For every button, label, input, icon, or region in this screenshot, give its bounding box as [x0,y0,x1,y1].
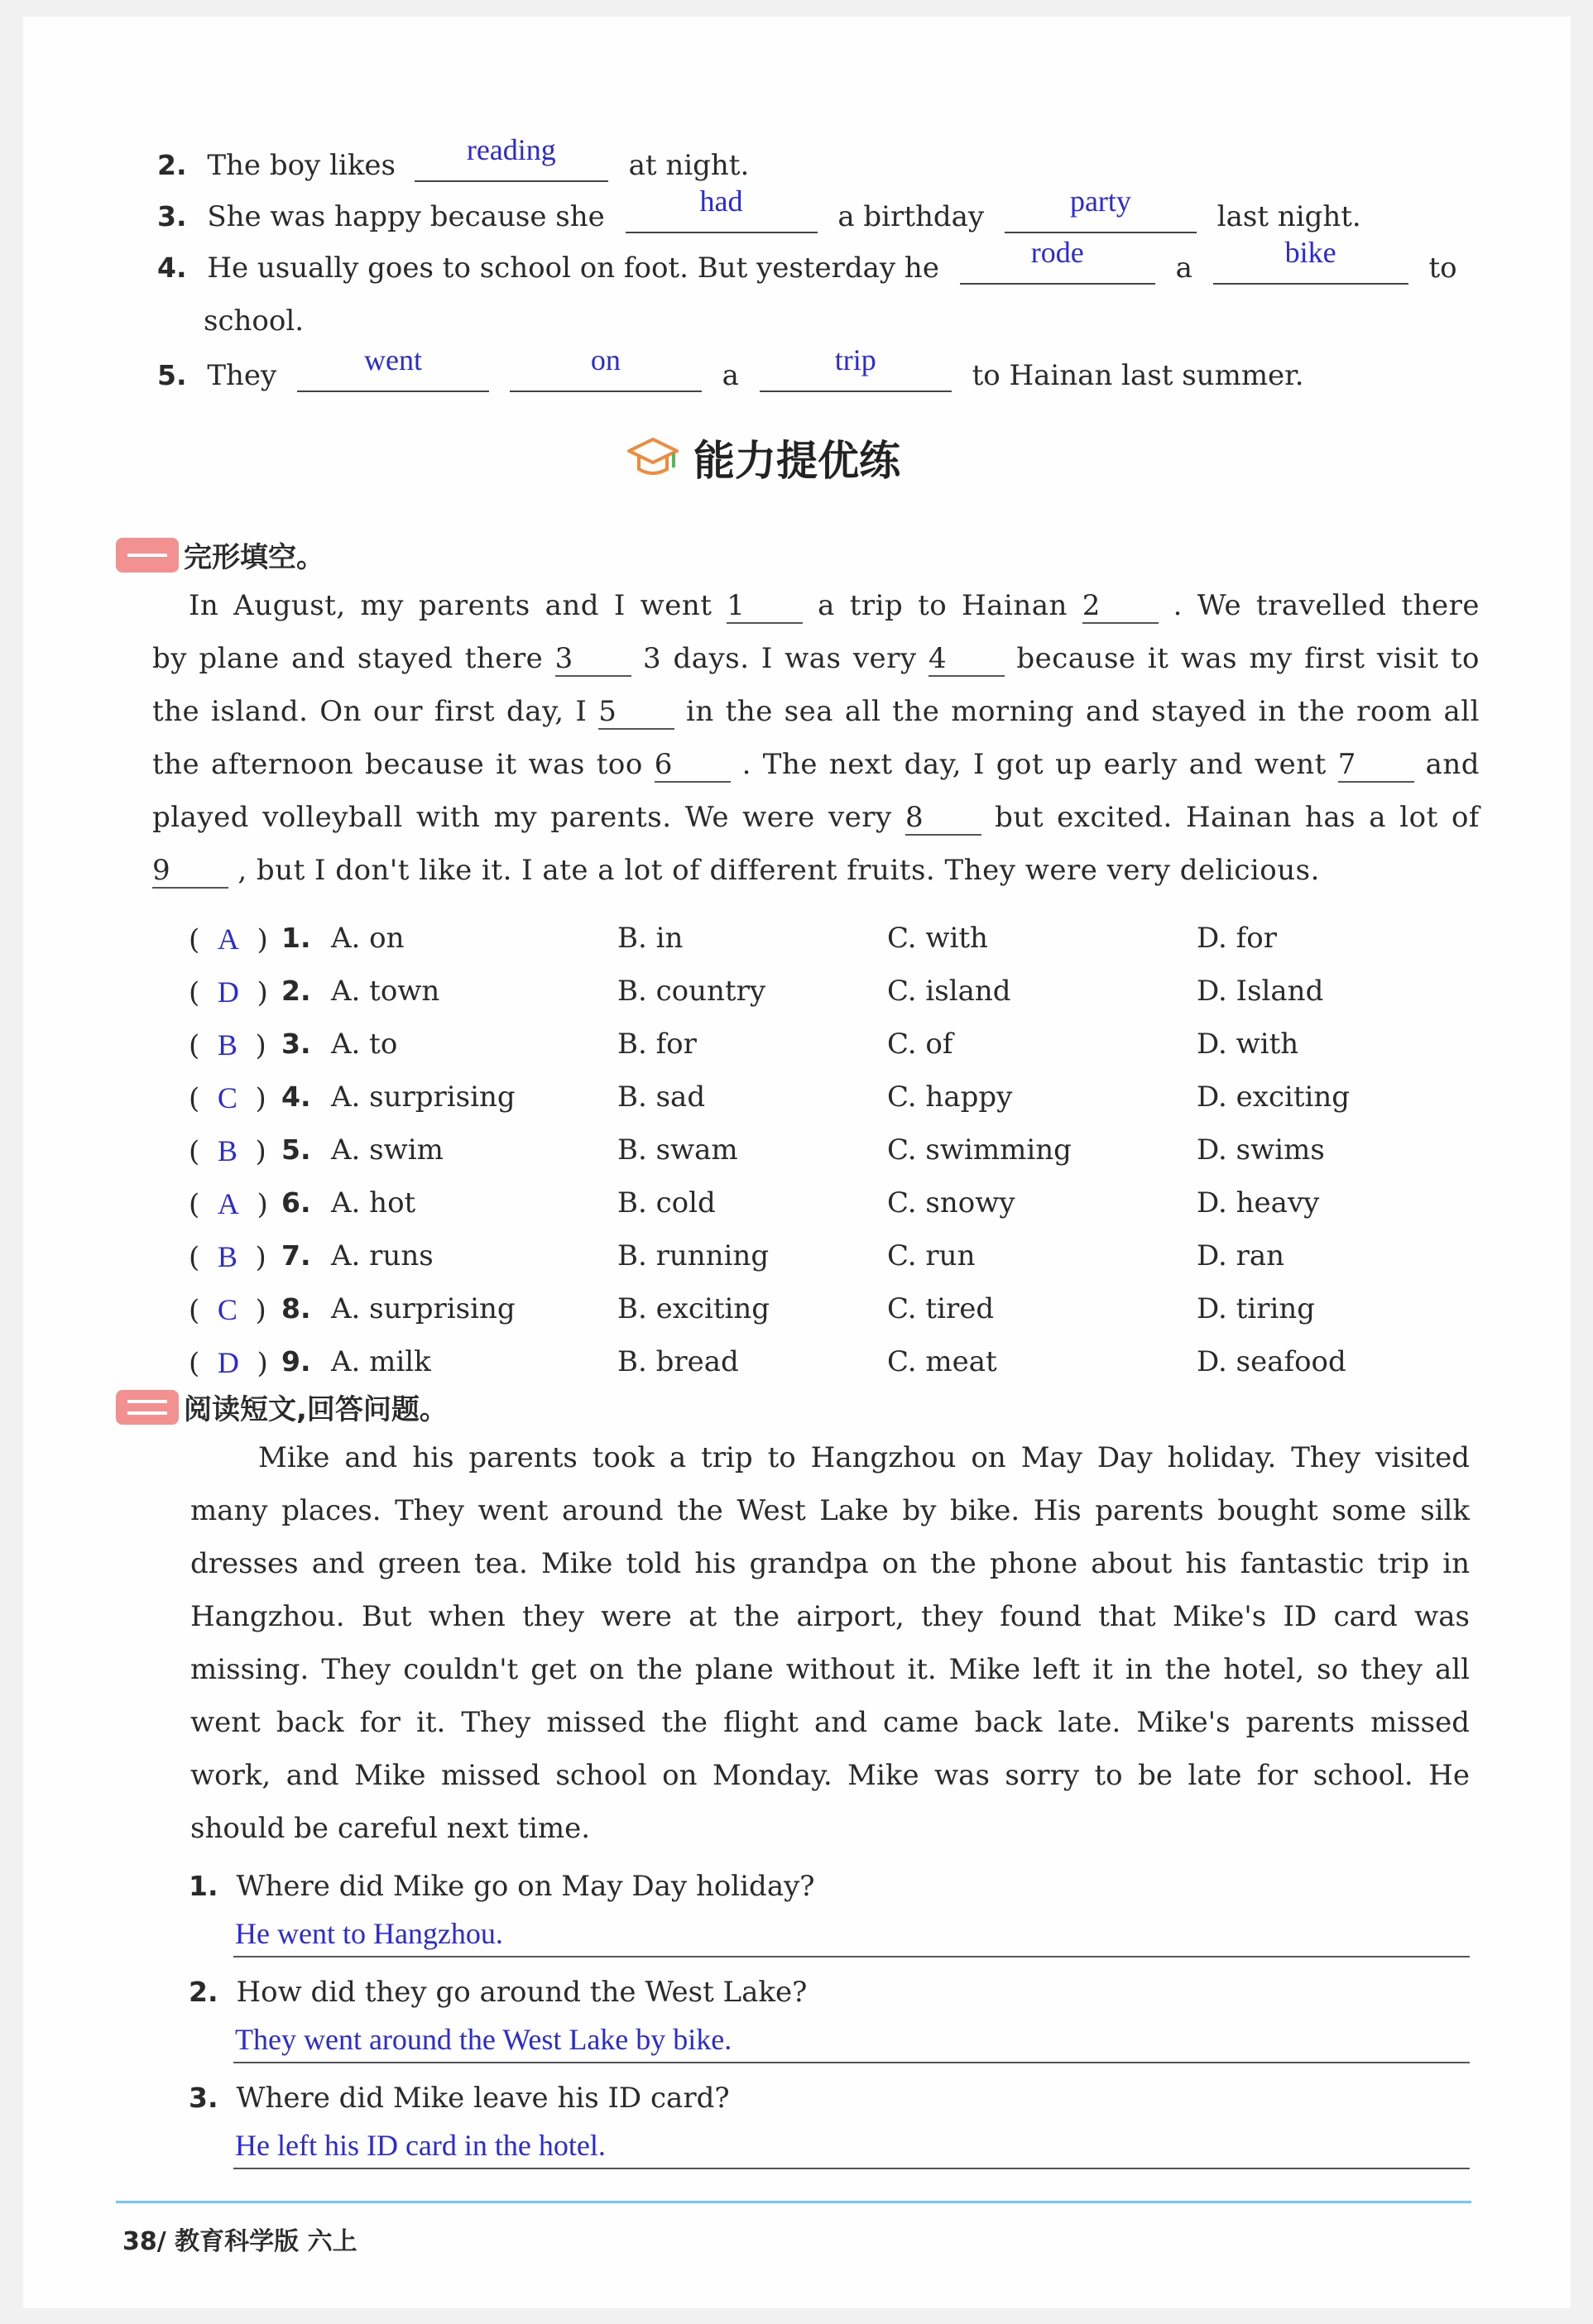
selected-answer: A [217,1187,239,1220]
option-a[interactable]: A. town [331,975,440,1008]
cloze-line [152,738,1480,791]
option-c[interactable]: C. swimming [887,1133,1072,1167]
answer-bracket[interactable]: ( B ) [189,1028,266,1062]
question-number: 3. [281,1028,311,1060]
written-answer[interactable]: They went around the West Lake by bike. [235,2023,732,2056]
reading-question [189,1976,807,2009]
selected-answer: D [217,975,239,1009]
answer-blank[interactable]: trip [760,352,952,392]
question-number: 2. [281,975,311,1007]
option-b[interactable]: B. sad [617,1081,706,1114]
cloze-text: In August, my parents and I went [189,589,713,622]
reading-line: should be careful next time. [190,1812,591,1845]
answer-bracket[interactable]: ( D ) [189,975,268,1009]
selected-answer: B [217,1134,238,1167]
answer-blank[interactable]: went [297,352,489,392]
reading-line: Hangzhou. But when they were at the airport, they found that Mike's ID card was [190,1600,1470,1633]
cloze-text: and [1425,748,1480,781]
question-number: 1. [281,922,311,954]
option-d[interactable]: D. tiring [1197,1292,1315,1325]
option-d[interactable]: D. seafood [1197,1345,1346,1378]
option-d[interactable]: D. Island [1197,975,1324,1008]
question-text: How did they go around the West Lake? [236,1976,808,2009]
cloze-text: , but I don't like it. I ate a lot of different fruits. They were very delicious. [238,854,1320,887]
book-edition: 教育科学版 六上 [175,2227,357,2256]
reading-question [189,2082,730,2115]
fill-item-5: 5. They went on a trip to Hainan last summer. [157,343,1304,392]
cloze-text: the island. On our first day, I [152,695,588,728]
cloze-text: a trip to Hainan [818,589,1068,622]
option-b[interactable]: B. running [617,1239,770,1272]
reading-line: work, and Mike missed school on Monday. Mike was sorry to be late for school. He [190,1759,1470,1792]
graduation-cap-icon [626,433,680,482]
option-b[interactable]: B. cold [617,1186,716,1220]
answer-blank[interactable]: on [510,352,702,392]
option-c[interactable]: C. snowy [887,1186,1015,1220]
section-heading [626,429,900,486]
option-d[interactable]: D. ran [1197,1239,1285,1272]
answer-bracket[interactable]: ( A ) [189,1187,268,1221]
option-b[interactable]: B. bread [617,1345,739,1378]
cloze-blank[interactable]: 2 [1082,589,1159,624]
answer-blank[interactable]: rode [960,245,1155,285]
question-number: 1. [189,1870,218,1902]
option-b[interactable]: B. exciting [617,1292,770,1325]
cloze-blank[interactable]: 6 [655,748,731,783]
cloze-line [152,632,1480,685]
option-a[interactable]: A. swim [331,1133,444,1167]
cloze-blank[interactable]: 5 [598,695,674,730]
answer-bracket[interactable]: ( C ) [189,1293,266,1327]
answer-blank[interactable]: bike [1213,245,1408,285]
option-a[interactable]: A. hot [331,1186,416,1220]
option-d[interactable]: D. exciting [1197,1081,1351,1114]
option-d[interactable]: D. heavy [1197,1186,1320,1220]
answer-blank[interactable]: party [1005,194,1197,233]
question-text: Where did Mike go on May Day holiday? [236,1870,815,1903]
option-c[interactable]: C. of [887,1028,953,1061]
cloze-blank[interactable]: 8 [905,801,981,836]
part11-header [116,534,324,575]
reading-line: dresses and green tea. Mike told his grandpa on the phone about his fantastic trip in [190,1547,1470,1580]
part11-title: 完形填空。 [184,541,324,574]
question-text: Where did Mike leave his ID card? [236,2082,730,2115]
cloze-text: because it was my first visit to [1016,642,1480,675]
option-c[interactable]: C. run [887,1239,976,1272]
cloze-text: but excited. Hainan has a lot of [995,801,1480,834]
reading-line: Mike and his parents took a trip to Hangzhou on May Day holiday. They visited [258,1441,1470,1474]
section-title: 能力提优练 [693,437,900,485]
answer-bracket[interactable]: ( B ) [189,1134,266,1168]
answer-bracket[interactable]: ( C ) [189,1081,266,1115]
answer-bracket[interactable]: ( B ) [189,1240,266,1274]
reading-question [189,1870,815,1903]
cloze-blank[interactable]: 9 [152,854,228,889]
cloze-text: the afternoon because it was too [152,748,643,781]
selected-answer: B [217,1028,238,1061]
option-a[interactable]: A. surprising [331,1292,516,1325]
fill-item-2: 2. The boy likes reading at night. [157,133,750,182]
cloze-line [152,685,1480,738]
option-d[interactable]: D. for [1197,922,1277,955]
question-number: 6. [281,1186,311,1219]
reading-line: many places. They went around the West Lake by bike. His parents bought some silk [190,1494,1470,1527]
cloze-passage [152,579,1480,897]
page-number: 38 [122,2227,157,2256]
option-a[interactable]: A. surprising [331,1081,516,1114]
cloze-text: played volleyball with my parents. We were very [152,801,892,834]
question-number: 7. [281,1239,311,1272]
answer-line [233,2168,1470,2169]
cloze-text: in the sea all the morning and stayed in the room all [686,695,1480,728]
option-a[interactable]: A. milk [331,1345,431,1378]
option-b[interactable]: B. for [617,1028,697,1061]
answer-blank[interactable]: reading [415,142,608,182]
option-c[interactable]: C. island [887,975,1011,1008]
question-number: 5. [281,1133,311,1166]
selected-answer: A [217,922,239,956]
part-number-tag-11 [116,538,179,573]
reading-line: missing. They couldn't get on the plane without it. Mike left it in the hotel, so they all [190,1653,1470,1686]
footer-rule [116,2201,1471,2203]
option-c[interactable]: C. meat [887,1345,997,1378]
option-c[interactable]: C. tired [887,1292,995,1325]
part-number-tag-12 [116,1390,179,1425]
written-answer[interactable]: He left his ID card in the hotel. [235,2129,606,2162]
option-a[interactable]: A. to [331,1028,398,1061]
cloze-line [189,579,1480,632]
question-number: 8. [281,1292,311,1325]
answer-bracket[interactable]: ( A ) [189,922,268,956]
written-answer[interactable]: He went to Hangzhou. [235,1917,503,1950]
answer-bracket[interactable]: ( D ) [189,1346,268,1380]
fill-item-3: 3. She was happy because she had a birthday party last night. [157,184,1361,233]
option-d[interactable]: D. with [1197,1028,1299,1061]
option-b[interactable]: B. swam [617,1133,738,1167]
selected-answer: C [217,1293,238,1326]
cloze-blank[interactable]: 7 [1338,748,1414,783]
cloze-line [152,791,1480,844]
cloze-text: . We travelled there [1173,589,1480,622]
question-number: 4. [281,1081,311,1113]
option-c[interactable]: C. happy [887,1081,1013,1114]
selected-answer: C [217,1081,238,1114]
option-b[interactable]: B. in [617,922,684,955]
cloze-blank[interactable]: 3 [555,642,631,677]
option-a[interactable]: A. runs [331,1239,434,1272]
reading-line: went back for it. They missed the flight and came back late. Mike's parents missed [190,1706,1470,1739]
part12-header [116,1387,448,1427]
cloze-text: . The next day, I got up early and went [741,748,1327,781]
option-d[interactable]: D. swims [1197,1133,1325,1167]
page-footer: 38/ 教育科学版 六上 [122,2227,357,2256]
question-number: 2. [189,1976,218,2008]
question-number: 3. [189,2082,218,2114]
fill-item-4-cont: school. [204,304,305,338]
answer-line [233,1956,1470,1957]
option-a[interactable]: A. on [331,922,405,955]
option-b[interactable]: B. country [617,975,766,1008]
cloze-blank[interactable]: 4 [928,642,1005,677]
selected-answer: B [217,1240,238,1273]
selected-answer: D [217,1346,239,1379]
cloze-text: by plane and stayed there [152,642,544,675]
answer-blank[interactable]: had [626,194,818,233]
fill-item-4: 4. He usually goes to school on foot. But yesterday he rode a bike to [157,236,1457,285]
question-number: 9. [281,1345,311,1378]
part12-title: 阅读短文,回答问题。 [184,1393,448,1426]
workbook-page [23,17,1571,2308]
cloze-text: 3 days. I was very [643,642,917,675]
answer-line [233,2062,1470,2063]
cloze-line [152,844,1480,897]
option-c[interactable]: C. with [887,922,988,955]
cloze-blank[interactable]: 1 [727,589,803,624]
